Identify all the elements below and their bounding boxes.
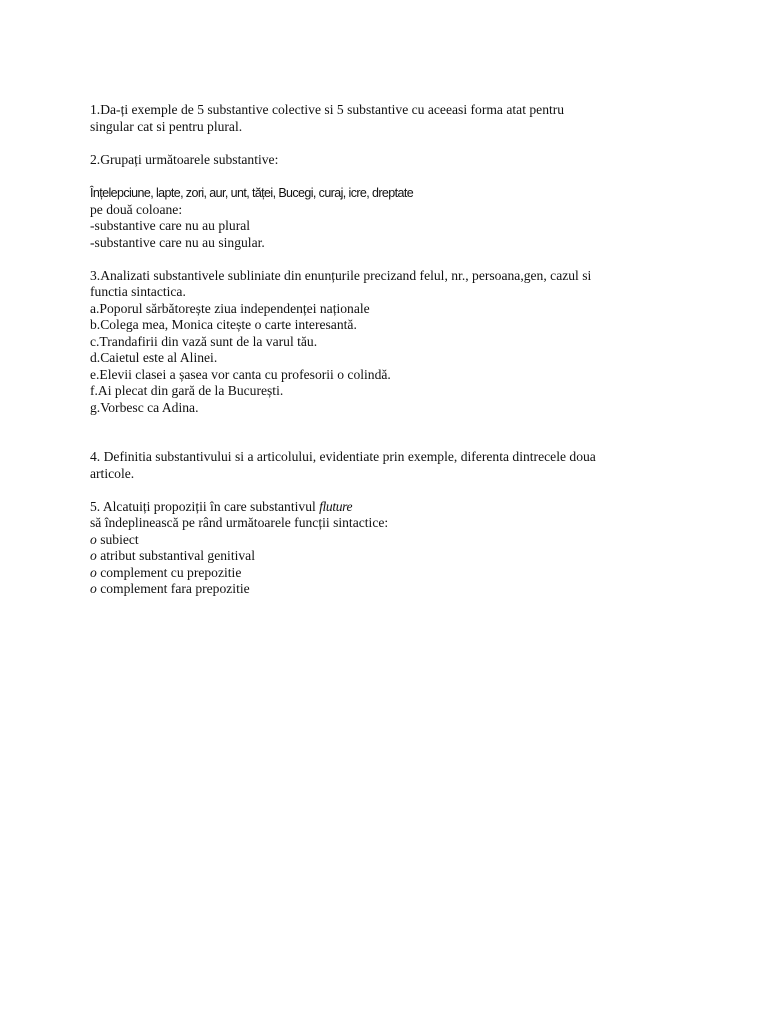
bullet-o: o <box>90 581 97 596</box>
question-3 <box>90 268 680 417</box>
item-text: complement cu prepozitie <box>100 564 242 580</box>
question-5-item-4 <box>90 581 680 598</box>
question-5-line-2: să îndeplinească pe rând următoarele funcții sintactice: <box>90 515 389 530</box>
question-5-prefix: 5. Alcatuiți propoziții în care substantivul <box>90 498 320 514</box>
question-2-word-list: Înțelepciune, lapte, zori, aur, unt, tăței, Bucegi, curaj, icre, dreptate <box>90 186 414 200</box>
question-4 <box>90 449 680 482</box>
question-3-item-a: a.Poporul sărbătorește ziua independenței naționale <box>90 300 370 316</box>
question-5-item-1 <box>90 532 680 549</box>
question-3-item-g: g.Vorbesc ca Adina. <box>90 399 199 415</box>
bullet-o: o <box>90 548 97 563</box>
question-3-line-1: 3.Analizati substantivele subliniate din enunțurile precizand felul, nr., persoana,gen, cazul si <box>90 267 592 283</box>
item-text: subiect <box>100 531 139 547</box>
question-2-heading: 2.Grupați următoarele substantive: <box>90 151 279 167</box>
question-2-item-no-plural: -substantive care nu au plural <box>90 218 251 233</box>
question-1-line-2: singular cat si pentru plural. <box>90 118 243 134</box>
question-5-line-1 <box>90 499 680 516</box>
item-text: complement fara prepozitie <box>100 581 250 596</box>
question-5-item-3 <box>90 565 680 582</box>
question-3-item-b: b.Colega mea, Monica citește o carte interesantă. <box>90 317 357 332</box>
question-1 <box>90 102 680 135</box>
question-3-item-f: f.Ai plecat din gară de la București. <box>90 383 284 398</box>
question-5-item-2 <box>90 548 680 565</box>
question-2-columns-line: pe două coloane: <box>90 201 183 217</box>
question-3-line-2: functia sintactica. <box>90 284 186 299</box>
question-3-item-c: c.Trandafirii din vază sunt de la varul tău. <box>90 333 318 349</box>
question-2 <box>90 152 680 252</box>
question-5-noun: fluture <box>319 498 353 514</box>
bullet-o: o <box>90 531 97 547</box>
item-text: atribut substantival genitival <box>100 548 255 563</box>
worksheet-text <box>90 102 680 598</box>
question-2-item-no-singular: -substantive care nu au singular. <box>90 234 265 250</box>
question-3-item-e: e.Elevii clasei a șasea vor canta cu profesorii o colindă. <box>90 366 391 382</box>
question-4-line-1: 4. Definitia substantivului si a articolului, evidentiate prin exemple, diferenta dintrecele doua <box>90 449 596 464</box>
question-3-item-d: d.Caietul este al Alinei. <box>90 350 218 365</box>
question-5 <box>90 499 680 598</box>
bullet-o: o <box>90 564 97 580</box>
question-1-line-1: 1.Da-ți exemple de 5 substantive colective si 5 substantive cu aceeasi forma atat pentru <box>90 102 565 117</box>
question-4-line-2: articole. <box>90 465 135 481</box>
